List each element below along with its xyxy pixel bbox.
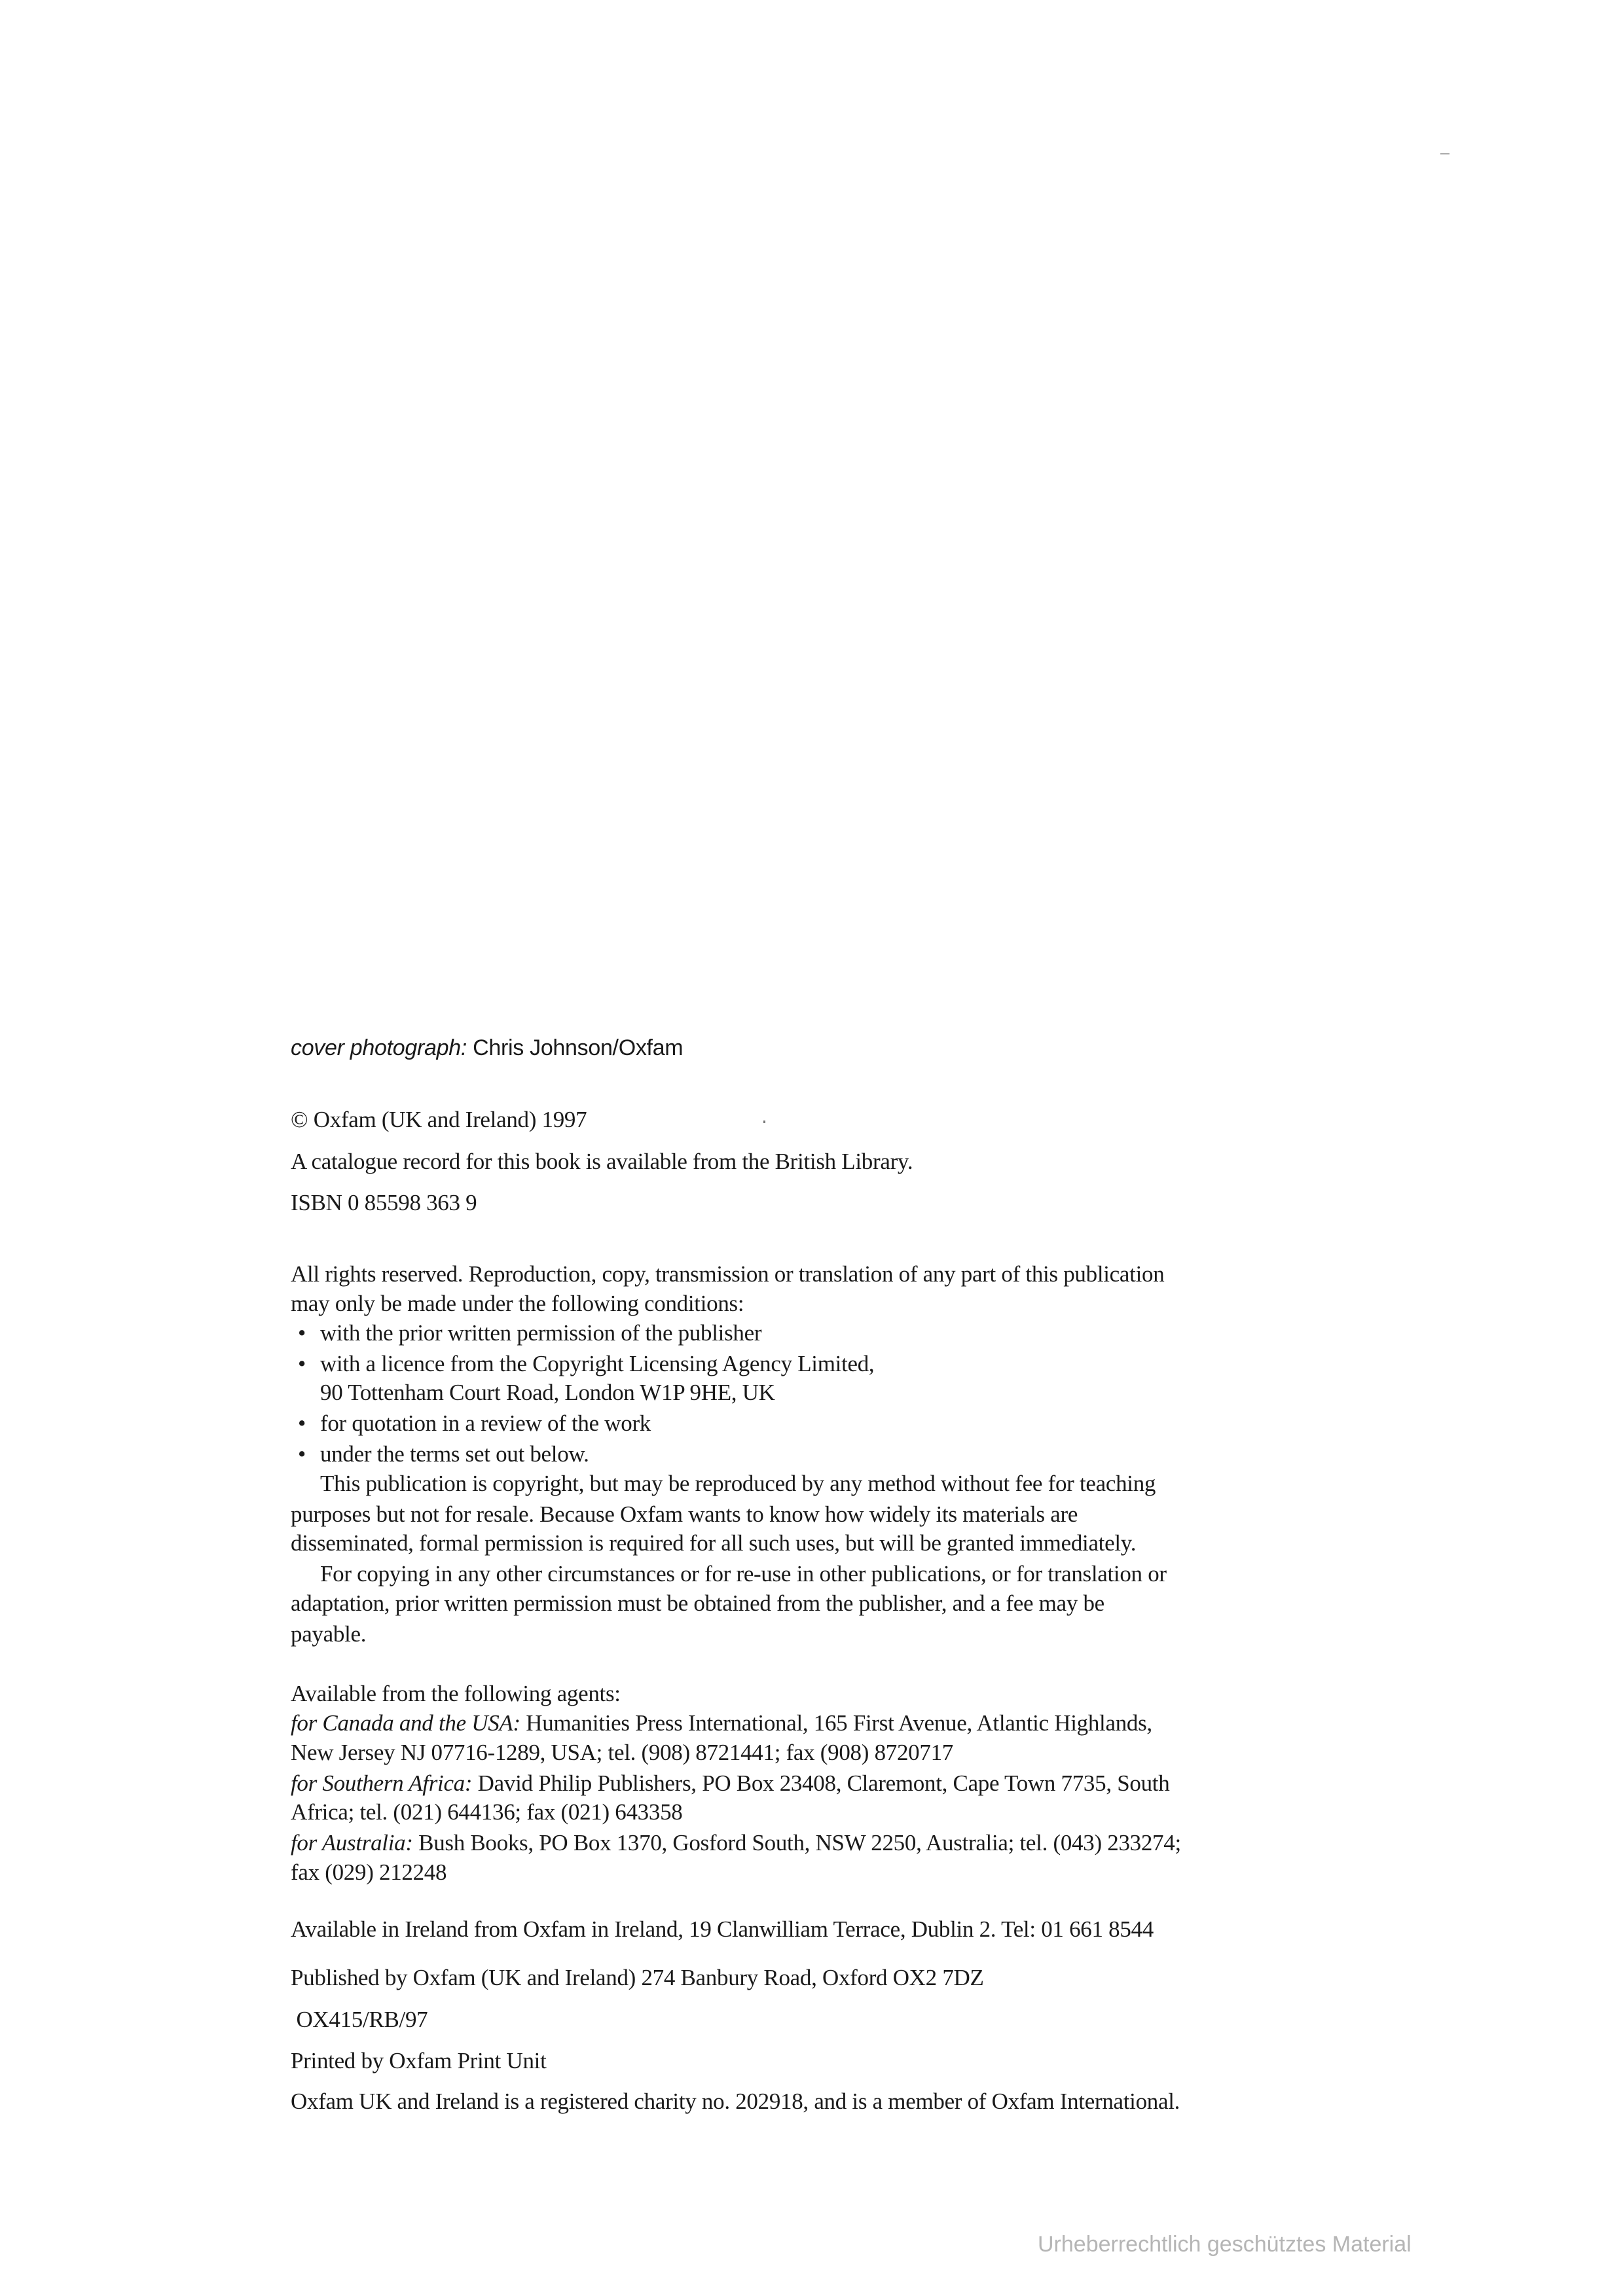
bullet-text: under the terms set out below. (320, 1441, 589, 1467)
bullet-icon: • (298, 1351, 306, 1376)
scan-speck (763, 1121, 765, 1123)
bullet-text: for quotation in a review of the work (320, 1410, 651, 1436)
rights-line: may only be made under the following conditions: (291, 1291, 744, 1316)
agent-label: for Southern Africa: (291, 1770, 473, 1796)
bullet-text: with a licence from the Copyright Licensing Agency Limited, (320, 1351, 875, 1376)
agent-text: Bush Books, PO Box 1370, Gosford South, NSW 2250, Australia; tel. (043) 233274; (412, 1830, 1181, 1856)
agent-australia (291, 1829, 1181, 1857)
agent-text: Humanities Press International, 165 First Avenue, Atlantic Highlands, (520, 1710, 1152, 1736)
para1-line: disseminated, formal permission is required for all such uses, but will be granted immediately. (291, 1530, 1137, 1556)
publisher: Published by Oxfam (UK and Ireland) 274 Banbury Road, Oxford OX2 7DZ (291, 1965, 984, 1990)
agent-africa (291, 1769, 1169, 1798)
agent-text: New Jersey NJ 07716-1289, USA; tel. (908) 8721441; fax (908) 8720717 (291, 1740, 953, 1765)
bullet-item (298, 1440, 589, 1469)
catalogue-record: A catalogue record for this book is available from the British Library. (291, 1149, 913, 1174)
agent-label: for Canada and the USA: (291, 1710, 520, 1736)
para2-line: payable. (291, 1621, 367, 1647)
bullet-item (298, 1409, 651, 1438)
agent-label: for Australia: (291, 1830, 413, 1856)
bullet-icon: • (298, 1410, 306, 1436)
agents-heading: Available from the following agents: (291, 1681, 621, 1706)
scan-mark (1440, 153, 1450, 154)
agent-text: fax (029) 212248 (291, 1859, 447, 1885)
bullet-item (298, 1319, 761, 1348)
agent-text: David Philip Publishers, PO Box 23408, Claremont, Cape Town 7735, South (472, 1770, 1170, 1796)
agent-canada (291, 1709, 1152, 1738)
isbn: ISBN 0 85598 363 9 (291, 1190, 477, 1215)
bullet-icon: • (298, 1441, 306, 1467)
bullet-text: with the prior written permission of the publisher (320, 1320, 762, 1346)
cover-label: cover photograph: (291, 1035, 467, 1060)
para2-line: adaptation, prior written permission must be obtained from the publisher, and a fee may be (291, 1590, 1104, 1616)
watermark: Urheberrechtlich geschütztes Material (1038, 2232, 1412, 2257)
charity-statement: Oxfam UK and Ireland is a registered charity no. 202918, and is a member of Oxfam International. (291, 2089, 1180, 2114)
cover-value: Chris Johnson/Oxfam (466, 1035, 684, 1060)
ireland-availability: Available in Ireland from Oxfam in Ireland, 19 Clanwilliam Terrace, Dublin 2. Tel: 01 661 8544 (291, 1916, 1154, 1942)
copyright: © Oxfam (UK and Ireland) 1997 (291, 1107, 587, 1132)
printer: Printed by Oxfam Print Unit (291, 2048, 547, 2073)
rights-line: All rights reserved. Reproduction, copy, transmission or translation of any part of this publication (291, 1261, 1165, 1287)
bullet-continuation: 90 Tottenham Court Road, London W1P 9HE, UK (320, 1380, 775, 1405)
para1-line: purposes but not for resale. Because Oxfam wants to know how widely its materials are (291, 1501, 1078, 1527)
cover-credit (291, 1033, 683, 1062)
bullet-item (298, 1350, 874, 1378)
reference-code: OX415/RB/97 (291, 2007, 428, 2032)
agent-text: Africa; tel. (021) 644136; fax (021) 643358 (291, 1799, 683, 1825)
para2-line: For copying in any other circumstances or for re-use in other publications, or for translation or (320, 1561, 1167, 1587)
bullet-icon: • (298, 1320, 306, 1346)
para1-line: This publication is copyright, but may be reproduced by any method without fee for teaching (320, 1471, 1156, 1496)
